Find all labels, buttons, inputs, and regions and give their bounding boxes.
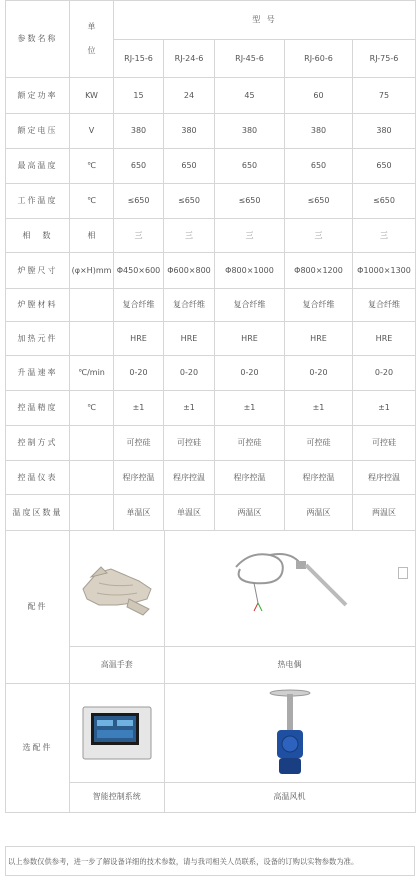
model-name: RJ-75-6 xyxy=(353,40,416,78)
model-name: RJ-60-6 xyxy=(285,40,353,78)
spec-table xyxy=(5,0,416,813)
row-value: 650 xyxy=(114,149,164,184)
row-label: 炉膛尺寸 xyxy=(6,253,70,289)
model-name: RJ-24-6 xyxy=(164,40,215,78)
row-value: Φ800×1200 xyxy=(285,253,353,289)
row-value: 650 xyxy=(353,149,416,184)
row-value: 单温区 xyxy=(164,495,215,531)
row-label: 升温速率 xyxy=(6,356,70,391)
spec-row xyxy=(6,322,416,356)
row-label: 工作温度 xyxy=(6,184,70,219)
row-value: 两温区 xyxy=(215,495,285,531)
model-name: RJ-15-6 xyxy=(114,40,164,78)
row-unit xyxy=(70,426,114,461)
spec-row xyxy=(6,253,416,289)
row-value: 15 xyxy=(114,78,164,114)
row-value: ≤650 xyxy=(114,184,164,219)
row-value: 三 xyxy=(353,219,416,253)
row-value: HRE xyxy=(353,322,416,356)
row-label: 额定功率 xyxy=(6,78,70,114)
spec-row xyxy=(6,114,416,149)
thermocouple-image xyxy=(165,531,414,647)
accessory-caption: 热电偶 xyxy=(277,659,302,669)
row-unit: 相 xyxy=(70,219,114,253)
row-label: 温度区数量 xyxy=(6,495,70,531)
row-value: HRE xyxy=(114,322,164,356)
row-label: 炉膛材料 xyxy=(6,289,70,322)
row-value: 0-20 xyxy=(164,356,215,391)
row-value: 可控硅 xyxy=(164,426,215,461)
row-label: 控温精度 xyxy=(6,391,70,426)
row-value: 复合纤维 xyxy=(164,289,215,322)
optional-grid xyxy=(70,684,415,813)
spec-row xyxy=(6,289,416,322)
row-value: 380 xyxy=(114,114,164,149)
row-value: 复合纤维 xyxy=(114,289,164,322)
spec-row xyxy=(6,391,416,426)
row-value: 可控硅 xyxy=(353,426,416,461)
row-value: 380 xyxy=(285,114,353,149)
row-unit: ℃ xyxy=(70,149,114,184)
row-value: 程序控温 xyxy=(285,461,353,495)
row-label: 额定电压 xyxy=(6,114,70,149)
header-model: 型 号 xyxy=(114,1,416,40)
row-value: Φ450×600 xyxy=(114,253,164,289)
row-value: 60 xyxy=(285,78,353,114)
row-value: 0-20 xyxy=(353,356,416,391)
row-value: 0-20 xyxy=(114,356,164,391)
row-value: 程序控温 xyxy=(164,461,215,495)
row-unit xyxy=(70,289,114,322)
broken-image-icon xyxy=(398,567,408,579)
row-value: 单温区 xyxy=(114,495,164,531)
optional-caption: 智能控制系统 xyxy=(92,792,141,802)
row-value: 程序控温 xyxy=(114,461,164,495)
row-value: 三 xyxy=(114,219,164,253)
row-value: 380 xyxy=(164,114,215,149)
row-value: Φ800×1000 xyxy=(215,253,285,289)
spec-row xyxy=(6,461,416,495)
spec-row xyxy=(6,356,416,391)
accessories-grid xyxy=(70,531,415,683)
row-value: 可控硅 xyxy=(285,426,353,461)
row-value: 两温区 xyxy=(353,495,416,531)
row-value: ≤650 xyxy=(353,184,416,219)
row-unit xyxy=(70,495,114,531)
row-value: 三 xyxy=(164,219,215,253)
row-value: 75 xyxy=(353,78,416,114)
row-value: ±1 xyxy=(114,391,164,426)
row-value: 三 xyxy=(285,219,353,253)
row-unit: ℃ xyxy=(70,184,114,219)
row-value: ≤650 xyxy=(285,184,353,219)
row-value: 380 xyxy=(353,114,416,149)
accessory-caption: 高温手套 xyxy=(100,659,133,669)
accessories-label: 配件 xyxy=(6,531,70,684)
row-value: ±1 xyxy=(353,391,416,426)
spec-row xyxy=(6,184,416,219)
row-unit: ℃ xyxy=(70,391,114,426)
row-label: 加热元件 xyxy=(6,322,70,356)
glove-image xyxy=(70,531,164,647)
fan-image xyxy=(165,684,414,783)
control-panel-image xyxy=(70,684,164,783)
spec-row xyxy=(6,495,416,531)
row-value: 650 xyxy=(164,149,215,184)
header-unit: 单 位 xyxy=(70,1,114,78)
row-value: 45 xyxy=(215,78,285,114)
row-unit: (φ×H)mm xyxy=(70,253,114,289)
row-value: ±1 xyxy=(215,391,285,426)
row-value: ±1 xyxy=(164,391,215,426)
row-unit xyxy=(70,322,114,356)
row-value: ±1 xyxy=(285,391,353,426)
row-value: 0-20 xyxy=(285,356,353,391)
row-label: 控温仪表 xyxy=(6,461,70,495)
row-value: ≤650 xyxy=(215,184,285,219)
row-value: ≤650 xyxy=(164,184,215,219)
spec-row xyxy=(6,219,416,253)
row-value: 程序控温 xyxy=(215,461,285,495)
row-value: 三 xyxy=(215,219,285,253)
row-value: 复合纤维 xyxy=(215,289,285,322)
row-value: 复合纤维 xyxy=(353,289,416,322)
row-label: 控制方式 xyxy=(6,426,70,461)
optional-label: 选配件 xyxy=(6,683,70,813)
row-value: Φ1000×1300 xyxy=(353,253,416,289)
row-value: 380 xyxy=(215,114,285,149)
row-value: HRE xyxy=(285,322,353,356)
row-value: HRE xyxy=(164,322,215,356)
row-value: Φ600×800 xyxy=(164,253,215,289)
row-unit: V xyxy=(70,114,114,149)
row-value: 程序控温 xyxy=(353,461,416,495)
row-unit xyxy=(70,461,114,495)
spec-row xyxy=(6,149,416,184)
row-unit: ℃/min xyxy=(70,356,114,391)
row-label: 最高温度 xyxy=(6,149,70,184)
row-value: 650 xyxy=(285,149,353,184)
row-value: 可控硅 xyxy=(215,426,285,461)
header-param-name: 参数名称 xyxy=(6,1,70,78)
row-value: 两温区 xyxy=(285,495,353,531)
footnote: 以上参数仅供参考，进一步了解设备详细的技术参数，请与我司相关人员联系，设备的订购以实物参数为准。 xyxy=(5,846,415,876)
spec-row xyxy=(6,78,416,114)
model-name: RJ-45-6 xyxy=(215,40,285,78)
spec-row xyxy=(6,426,416,461)
row-label: 相 数 xyxy=(6,219,70,253)
row-value: 0-20 xyxy=(215,356,285,391)
optional-caption: 高温风机 xyxy=(273,792,306,802)
row-value: 650 xyxy=(215,149,285,184)
row-value: 24 xyxy=(164,78,215,114)
row-value: HRE xyxy=(215,322,285,356)
row-unit: KW xyxy=(70,78,114,114)
row-value: 复合纤维 xyxy=(285,289,353,322)
row-value: 可控硅 xyxy=(114,426,164,461)
